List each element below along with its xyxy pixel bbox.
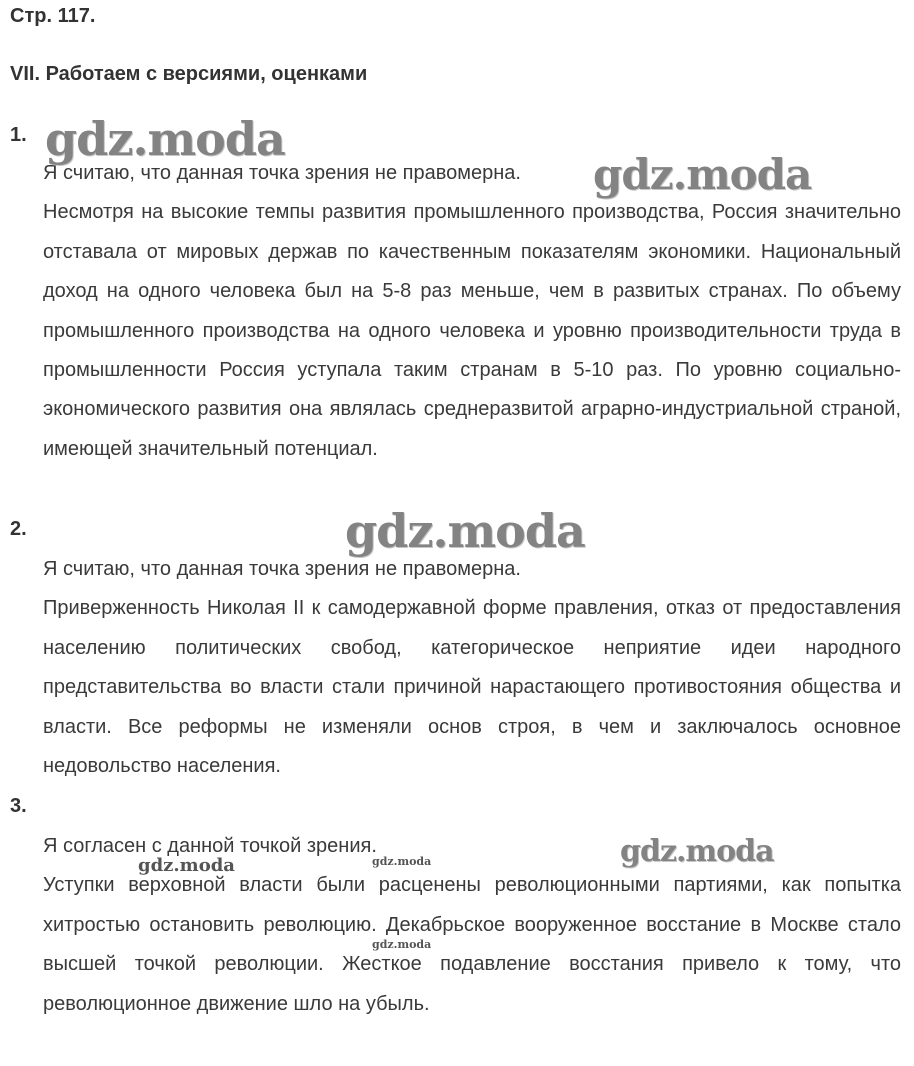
watermark: gdz.moda — [620, 834, 774, 869]
watermark-small: gdz.moda — [372, 855, 432, 868]
watermark: gdz.moda — [345, 504, 585, 558]
answer-text-3: Уступки верховной власти были расценены революционными партиями, как попытка хитростью остановить революцию. Декабрьское вооруженное восстание в Москве стало высшей точкой революции. Жесткое подавление восстания привело к тому, что революционное движение шло на убыль. — [43, 874, 901, 1015]
answer-opinion-2: Я считаю, что данная точка зрения не правомерна. — [43, 558, 521, 580]
answer-number-2: 2. — [10, 518, 27, 540]
watermark-small: gdz.moda — [138, 855, 235, 876]
answer-text-1: Несмотря на высокие темпы развития промышленного производства, Россия значительно отставала от мировых держав по качественным показателям экономики. Национальный доход на одного человека был на 5-8 раз меньше, чем в развитых странах. По объему промышленного производства на одного человека и уровню производительности труда в промышленности Россия уступала таким странам в 5-10 раз. По уровню социально-экономического развития она являлась среднеразвитой аграрно-индустриальной страной, имеющей значительный потенциал. — [43, 201, 901, 460]
answer-opinion-1: Я считаю, что данная точка зрения не правомерна. — [43, 162, 521, 184]
answer-number-3: 3. — [10, 795, 27, 817]
answer-block-1 — [43, 154, 901, 469]
section-title: VII. Работаем с версиями, оценками — [10, 63, 368, 85]
answer-text-2: Приверженность Николая II к самодержавной форме правления, отказ от предоставления населению политических свобод, категорическое неприятие идеи народного представительства во власти стали причиной нарастающего противостояния общества и власти. Все реформы не изменяли основ строя, в чем и заключалось основное недовольство населения. — [43, 597, 901, 778]
watermark-small: gdz.moda — [372, 938, 432, 951]
answer-opinion-3: Я согласен с данной точкой зрения. — [43, 835, 377, 857]
answer-number-1: 1. — [10, 124, 27, 146]
watermark: gdz.moda — [45, 112, 285, 166]
answer-block-2 — [43, 550, 901, 786]
watermark: gdz.moda — [593, 150, 812, 199]
page-header: Стр. 117. — [10, 5, 96, 27]
